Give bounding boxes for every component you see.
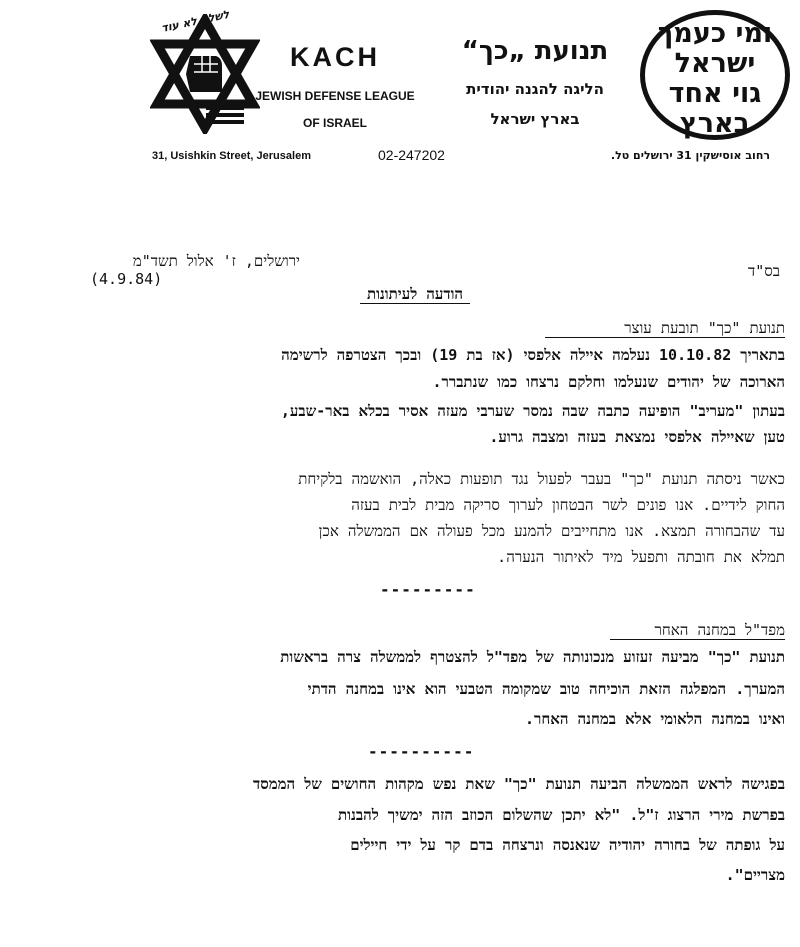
- section-heading: תנועת "כך" תובעת עוצר: [624, 319, 785, 337]
- address-en: 31, Usishkin Street, Jerusalem: [152, 150, 311, 162]
- league-en: JEWISH DEFENSE LEAGUE: [255, 89, 415, 103]
- body-line: עד שהבחורה תמצא. אנו מתחייבים להמנע מכל פעולה אם הממשלה אכן: [318, 522, 785, 540]
- country-he: בארץ ישראל: [490, 110, 580, 128]
- gregorian-date: (4.9.84): [90, 270, 163, 288]
- document-title: הודעה לעיתונות: [366, 285, 464, 303]
- body-line: החוק לידיים. אנו פונים לשר הבטחון לערוך סריקה מבית לבית בעזה: [351, 496, 785, 514]
- body-line: בפגישה לראש הממשלה הביעה תנועת "כך" שאת נפש מקהות החושים של הממסד: [253, 775, 785, 793]
- bsd-mark: בס"ד: [747, 262, 780, 280]
- section-heading-underline: [610, 639, 785, 640]
- place-date: ירושלים, ז' אלול תשד"מ: [132, 252, 300, 270]
- body-line: תמלא את חובתה ותפעל מיד לאיתור הנערה.: [497, 548, 785, 566]
- section-separator: ---------: [380, 580, 476, 599]
- seal-emblem: [640, 10, 790, 140]
- seal-line: ומי כעמך: [657, 18, 773, 49]
- body-line: תנועת "כך" מביעה זעזוע מנכונותה של מפד"ל להצטרף לממשלה צרה בראשות: [280, 648, 785, 666]
- body-line: כאשר ניסתה תנועת "כך" בעבר לפעול נגד תופעות כאלה, הואשמה בלקיחת: [298, 470, 785, 488]
- country-en: OF ISRAEL: [302, 116, 367, 130]
- section-heading-underline: [545, 337, 785, 338]
- body-line: ואינו במחנה הלאומי אלא במחנה האחר.: [524, 710, 785, 728]
- phone-number: 02-247202: [378, 147, 445, 163]
- letterhead: [0, 0, 800, 175]
- address-he: רחוב אוסישקין 31 ירושלים טל.: [610, 149, 770, 162]
- body-line: בתאריך 10.10.82 נעלמה איילה אלפסי (אז בת 19) ובכך הצטרפה לרשימה: [281, 346, 785, 364]
- seal-text: [640, 19, 790, 139]
- seal-line: בארץ: [679, 108, 751, 139]
- body-line: טען שאיילה אלפסי נמצאת בעזה ומצבה גרוע.: [489, 428, 785, 446]
- org-name-en: KACH: [290, 42, 380, 72]
- body-line: המערך. המפלגה הזאת הוכיחה טוב שמקומה הטבעי הוא אינו במחנה הדתי: [307, 680, 785, 698]
- body-line: בפרשת מירי הרצוג ז"ל. "לא יתכן שהשלום הכוזב הזה ימשיך להבנות: [338, 806, 785, 824]
- body-line: הארוכה של יהודים שנעלמו וחלקם נרצחו כמו שנתברר.: [432, 373, 785, 391]
- emblem-motto: לשלם לא עוד: [160, 7, 231, 35]
- section-heading: מפד"ל במחנה האחר: [654, 621, 785, 639]
- body-line: מצריים".: [725, 866, 785, 884]
- body-line: על גופתה של בחורה יהודיה שנאנסה ונרצחה בדם קר על ידי חיילים: [350, 836, 785, 854]
- title-underline: [360, 303, 470, 304]
- league-he: הליגה להגנה יהודית: [466, 80, 604, 98]
- section-separator: ----------: [368, 742, 475, 761]
- org-name-he: תנועת „כך“: [461, 36, 609, 66]
- body-line: בעתון "מעריב" הופיעה כתבה שבה נמסר שערבי מעזה אסיר בכלא באר-שבע,: [280, 402, 785, 420]
- seal-line: ישראל: [674, 48, 756, 79]
- seal-line: גוי אחד: [668, 78, 762, 109]
